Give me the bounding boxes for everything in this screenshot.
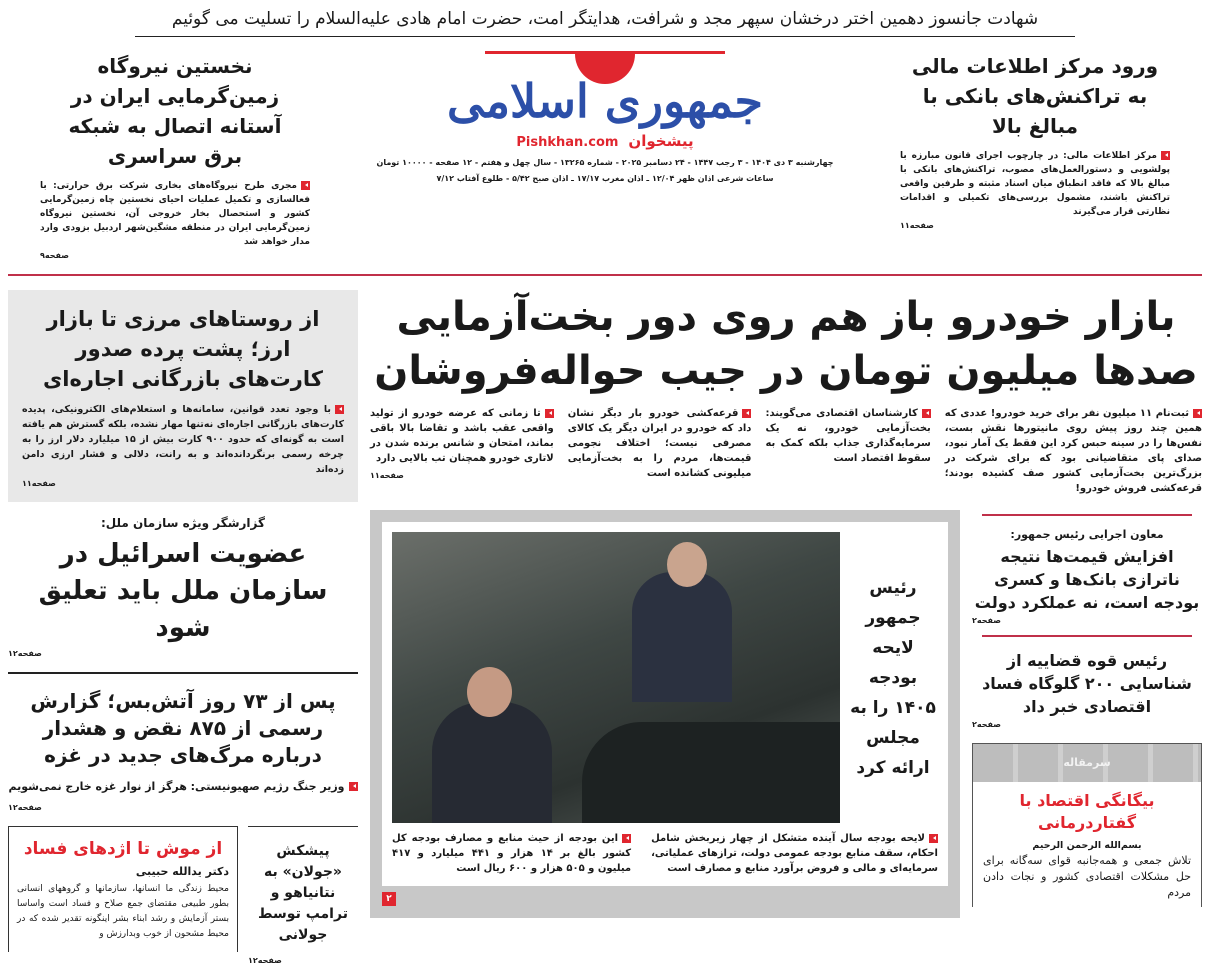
watermark: پیشخوان <box>628 132 694 150</box>
main-headline-2[interactable]: صدها میلیون تومان در جیب حواله‌فروشان <box>374 348 1198 394</box>
teaser-body: مجری طرح نیروگاه‌های بخاری شرکت برق حرارتی: با فعالسازی و تکمیل عملیات احیای نخستین چاه زمین‌گرمایی کشور و استحصال بخار خروجی آن، نخستین نیروگاه زمین‌گرمایی ایران در منطقه مشگین‌شهر اردبیل بزودی وارد مدار خواهد شد <box>40 181 310 247</box>
editorial-box[interactable] <box>972 743 1202 907</box>
teaser-title[interactable]: نخستین نیروگاه زمین‌گرمایی ایران در آستانه اتصال به شبکه برق سراسری <box>68 54 282 168</box>
page-ref: صفحه۱۲ <box>8 802 42 812</box>
gaza-story[interactable] <box>8 688 358 812</box>
story-body-wrap <box>22 402 344 477</box>
editorial-title[interactable]: بیگانگی اقتصاد با گفتاردرمانی <box>1019 791 1155 832</box>
op-ed-body: محیط زندگی ما انسانها، سازمانها و گروههای انسانی بطور طبیعی مقتضای جمع صلاح و فساد است واساسا بستر آزمایش و رشد ابناء بشر اینگونه تقدیر شده که در محیط مشحون از خوب وبدارزش و <box>17 883 229 939</box>
photo[interactable] <box>392 532 840 823</box>
column-text: ثبت‌نام ۱۱ میلیون نفر برای خرید خودرو! عددی که همین چند روز پیش روی مانیتورها نقش بست، نفس‌ها را در سینه حبس کرد این فقط یک آمار نبود، صدای پای متقاضیانی بود که برای شرکت در بزرگ‌ترین بخت‌آزمایی کشور صف کشیده بودند؛ قرعه‌کشی فروش خودرو! <box>944 408 1202 494</box>
masthead-logo <box>330 51 880 186</box>
bullet-icon <box>545 409 554 418</box>
photo-story[interactable] <box>370 510 960 918</box>
page-ref: صفحه۱۱ <box>900 221 934 230</box>
story-title[interactable]: از روستاهای مرزی تا بازار ارز؛ پشت پرده صدور کارت‌های بازرگانی اجاره‌ای <box>43 307 323 391</box>
right-column <box>972 510 1202 907</box>
story-body: با وجود تعدد قوانین، سامانه‌ها و استعلام‌های الکترونیکی، پدیده کارت‌های بازرگانی اجاره‌ای نه‌تنها مهار نشده، بلکه گسترش هم یافته است به گونه‌ای که حدود ۹۰۰ کارت بیش از ۱۵ میلیارد دلار ارز را به چرخه رسمی برنگردانده‌اند و به رانت، دلالی و فشار ارزی دامن زده‌اند <box>22 404 344 475</box>
bullet-icon <box>349 782 358 791</box>
caption-text: لایحه بودجه سال آینده متشکل از چهار زیربخش شامل احکام، سقف منابع بودجه عمومی دولت، ترازهای عملیاتی، سرمایه‌ای و مالی و فروض برآورد منابع و مصارف است <box>651 833 938 874</box>
column-text: کارشناسان اقتصادی می‌گویند: بخت‌آزمایی خودرو، نه یک سرمایه‌گذاری جذاب بلکه کمک به سقوط اقتصاد است <box>765 408 931 464</box>
red-divider <box>982 514 1192 516</box>
bullet-icon <box>1193 409 1202 418</box>
golan-story[interactable] <box>248 826 358 965</box>
story-title[interactable]: افزایش قیمت‌ها نتیجه ناترازی بانک‌ها و کسری بودجه است، نه عملکرد دولت <box>974 547 1200 612</box>
main-area <box>370 290 1202 918</box>
photo-desk <box>582 722 840 823</box>
page-ref: صفحه۱۱ <box>22 479 56 488</box>
page-ref: صفحه۱۲ <box>8 649 42 658</box>
story-title[interactable]: رئیس قوه قضاییه از شناسایی ۲۰۰ گلوگاه فساد اقتصادی خبر داد <box>982 651 1192 716</box>
photo-row <box>392 532 938 823</box>
masthead <box>8 37 1202 270</box>
un-story[interactable] <box>8 516 358 658</box>
op-ed-title[interactable]: از موش تا اژدهای فساد <box>23 838 223 859</box>
page-ref: صفحه۱۲ <box>248 955 282 965</box>
watermark-url: Pishkhan.com <box>516 135 619 150</box>
column-text: تا زمانی که عرضه خودرو از تولید واقعی عقب باشد و تقاضا بالا باقی بماند، امتحان و شانس برنده شدن در لاتاری خودرو همچنان تب بالایی دارد <box>370 408 554 464</box>
left-column <box>8 290 358 965</box>
header-divider <box>8 274 1202 276</box>
bottom-row <box>8 826 358 965</box>
page-ref: صفحه۲ <box>972 720 1001 729</box>
red-divider <box>982 635 1192 637</box>
kicker: معاون اجرایی رئیس جمهور: <box>1010 528 1164 541</box>
bismillah: بسم‌الله الرحمن الرحیم <box>1032 840 1142 851</box>
op-ed-box[interactable] <box>8 826 238 952</box>
teaser-body: مرکز اطلاعات مالی: در چارچوب اجرای قانون مبارزه با پولشویی و دستورالعمل‌های مصوب، تراکنش‌های بانکی با مبالغ بالا که فاقد انطباق میان اسناد مثبته و طرفین واقعی تراکنش باشند، مشمول بررسی‌های تکمیلی و اقدامات نظارتی قرار می‌گیرند <box>900 151 1170 217</box>
main-column <box>945 406 1202 496</box>
right-story-1[interactable] <box>972 528 1202 625</box>
photo-figure-head <box>467 667 512 717</box>
caption-text: این بودجه از حیث منابع و مصارف بودجه کل کشور بالغ بر ۱۴ هزار و ۴۴۱ میلیارد و ۴۱۷ میلیون و ۵۰۵ هزار و ۶۰۰ ریال است <box>392 833 632 874</box>
story-sub: وزیر جنگ رژیم صهیونیستی: هرگز از نوار غزه خارج نمی‌شویم <box>8 779 345 793</box>
divider <box>8 672 358 674</box>
photo-figure-head <box>667 542 707 587</box>
photo-caption <box>392 831 631 876</box>
kicker: گزارشگر ویژه سازمان ملل: <box>101 516 265 530</box>
bullet-icon <box>335 405 344 414</box>
bullet-icon <box>622 834 631 843</box>
teaser-left[interactable] <box>40 51 310 260</box>
page-body <box>8 290 1202 965</box>
main-column <box>568 406 752 496</box>
caption-row <box>392 831 938 876</box>
page-number: ۲ <box>382 892 396 906</box>
logo-text: جمهوری اسلامی <box>447 74 763 128</box>
main-column <box>370 406 554 496</box>
right-story-2[interactable] <box>972 649 1202 729</box>
lower-area <box>370 510 1202 918</box>
photo-story-inner <box>382 522 948 886</box>
main-columns <box>370 406 1202 496</box>
column-text: قرعه‌کشی خودرو بار دیگر نشان داد که خودرو در ایران دیگر یک کالای مصرفی نیست؛ اختلاف نجومی قیمت‌ها، مردم را به بخت‌آزمایی میلیونی کشانده است <box>567 408 752 479</box>
gray-box-story[interactable] <box>8 290 358 502</box>
photo-caption <box>651 831 938 876</box>
photo-figure <box>432 702 552 823</box>
teaser-title[interactable]: ورود مرکز اطلاعات مالی به تراکنش‌های بانکی با مبالغ بالا <box>911 54 1159 138</box>
main-headline-1[interactable]: بازار خودرو باز هم روی دور بخت‌آزمایی <box>396 294 1176 340</box>
bullet-icon <box>742 409 751 418</box>
photo-caption-title[interactable]: رئیس جمهور لایحه بودجه ۱۴۰۵ را به مجلس ارائه کرد <box>850 577 936 778</box>
author: دکتر یدالله حبیبی <box>135 864 229 878</box>
story-title[interactable]: پیشکش «جولان» به نتانیاهو و ترامپ توسط جولانی <box>258 842 348 943</box>
editorial-logo: سرمقاله <box>973 744 1201 782</box>
story-sub-wrap <box>8 779 358 795</box>
bullet-icon <box>929 834 938 843</box>
main-column <box>765 406 930 496</box>
editorial-body: تلاش جمعی و همه‌جانبه قوای سه‌گانه برای حل مشکلات اقتصادی کشور و نجات دادن مردم <box>983 854 1191 899</box>
banner: شهادت جانسوز دهمین اختر درخشان سپهر مجد و شرافت، هدایتگر امت، حضرت امام هادی علیه‌السلام را تسلیت می گوئیم <box>135 6 1075 37</box>
bullet-icon <box>301 181 310 190</box>
story-title[interactable]: پس از ۷۳ روز آتش‌بس؛ گزارش رسمی از ۸۷۵ نقض و هشدار درباره مرگ‌های جدید در غزه <box>30 688 336 767</box>
teaser-right[interactable] <box>900 51 1170 230</box>
page-ref: صفحه۹ <box>40 251 69 260</box>
teaser-body-wrap <box>40 179 310 249</box>
prayer-times: ساعات شرعی اذان ظهر ۱۲/۰۴ ـ اذان مغرب ۱۷/۱۷ ـ اذان صبح ۵/۴۲ - طلوع آفتاب ۷/۱۲ <box>436 174 774 183</box>
watermark-block <box>330 132 880 150</box>
date-line: چهارشنبه ۳ دی ۱۴۰۴ - ۳ رجب ۱۴۴۷ - ۲۴ دسامبر ۲۰۲۵ - شماره ۱۳۲۶۵ - سال چهل و هفتم - ۱۲ صفحه - ۱۰۰۰۰ تومان <box>376 158 834 167</box>
teaser-body-wrap <box>900 149 1170 219</box>
page-ref: صفحه۱۱ <box>370 471 404 480</box>
bullet-icon <box>922 409 931 418</box>
story-title[interactable]: عضویت اسرائیل در سازمان ملل باید تعلیق شود <box>38 539 328 643</box>
main-story[interactable] <box>370 290 1202 398</box>
photo-figure <box>632 572 732 702</box>
bullet-icon <box>1161 151 1170 160</box>
page-ref: صفحه۲ <box>972 616 1001 625</box>
